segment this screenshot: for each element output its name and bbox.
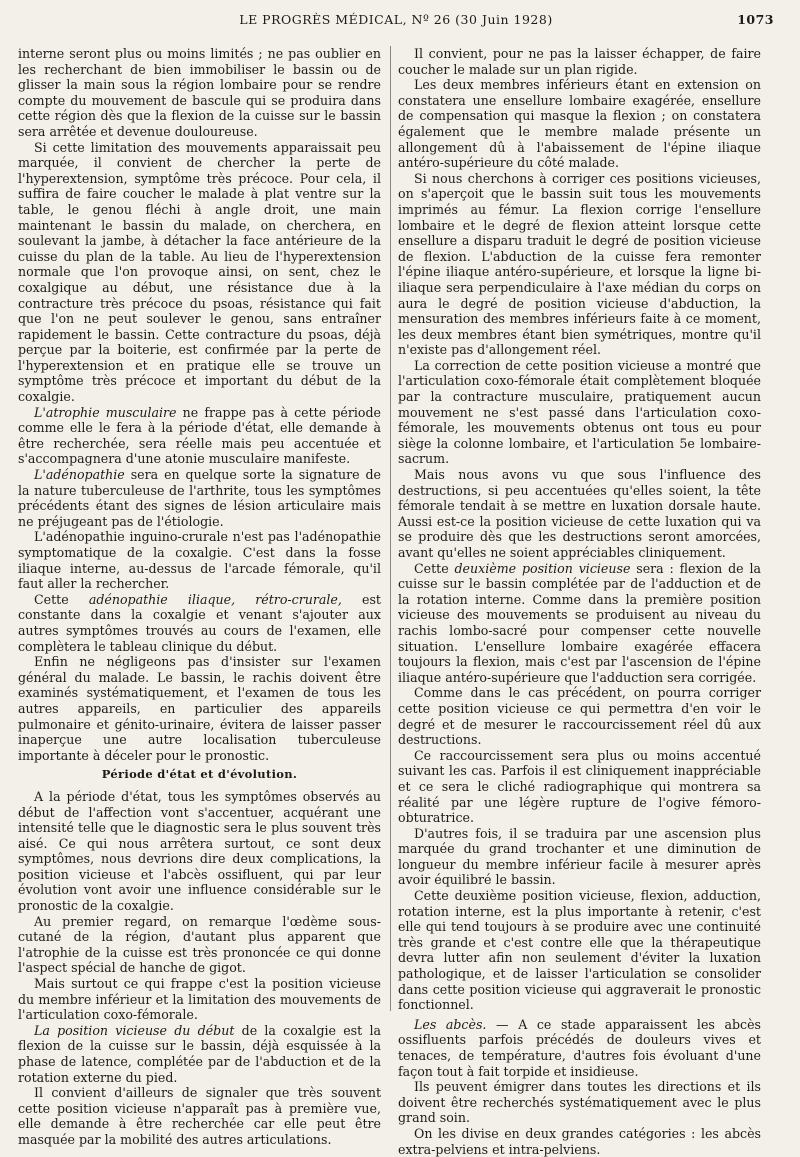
paragraph: On les divise en deux grandes catégories : les abcès extra-pelviens et intra-pelviens. [398, 1125, 761, 1157]
paragraph: Ils peuvent émigrer dans toutes les directions et ils doivent être recherchés systématiquement avec le plus grand soin. [398, 1079, 761, 1126]
paragraph: Mais nous avons vu que sous l'influence des destructions, si peu accentuées qu'elles soient, la tête fémorale tendait à se mettre en luxation dorsale haute. Aussi est-ce la position vicieuse de cette luxation qui va se produire dès que les destructions seront amorcées, avant qu'elles ne soient appréciables cliniquement. [398, 467, 761, 560]
paragraph: Les deux membres inférieurs étant en extension on constatera une ensellure lombaire exagérée, ensellure de compensation qui masque la flexion ; on constatera également que le membre malade présente un allongement dû à l'abaissement de l'épine iliaque antéro-supérieure du côté malade. [398, 77, 761, 171]
journal-title: LE PROGRÈS MÉDICAL, Nº 26 (30 Juin 1928) [239, 12, 553, 27]
paragraph: Il convient d'ailleurs de signaler que très souvent cette position vicieuse n'apparaît pas à première vue, elle demande à être recherchée car elle peut être masquée par la mobilité des autres articulations. [18, 1085, 381, 1147]
paragraph-text: est constante dans la coxalgie et venant s'ajouter aux autres symptômes trouvés au cours de l'examen, elle complètera le tableau clinique du début. [18, 591, 381, 654]
running-header [18, 12, 774, 32]
paragraph-text: Cette [34, 591, 89, 607]
page-number: 1073 [737, 12, 774, 27]
right-column [398, 46, 761, 1157]
paragraph: Il convient, pour ne pas la laisser échapper, de faire coucher le malade sur un plan rigide. [398, 46, 761, 77]
section-heading: Période d'état et d'évolution. [101, 767, 298, 782]
emphasis: L'adénopathie [34, 467, 125, 483]
emphasis: Les abcès. [414, 1016, 487, 1032]
paragraph-text: ne frappe pas à cette période comme elle le fera à la période d'état, elle demande à être recherchée, sera réelle mais peu accentuée et s'accompagnera d'une atonie musculaire manifeste. [18, 404, 381, 467]
emphasis: L'atrophie musculaire [34, 404, 177, 420]
paragraph [398, 561, 761, 686]
paragraph: A la période d'état, tous les symptômes observés au début de l'affection vont s'accentuer, acquérant une intensité telle que le diagnostic sera le plus souvent très aisé. Ce qui nous arrêtera surtout, ce sont deux symptômes, nous devrions dire deux complications, la position vicieuse et l'abcès ossifluent, qui par leur évolution vont avoir une influence considérable sur le pronostic de la coxalgie. [18, 788, 381, 914]
paragraph: Cette deuxième position vicieuse, flexion, adduction, rotation interne, est la plus importante à retenir, c'est elle qui tend toujours à se produire avec une continuité très grande et c'est contre elle que la thérapeutique devra lutter afin non seulement d'éviter la luxation pathologique, et de laisser l'articulation se consolider dans cette position vicieuse qui aggraverait le pronostic fonctionnel. [398, 888, 761, 1013]
emphasis: La position vicieuse du début [34, 1022, 235, 1038]
paragraph [18, 592, 381, 654]
paragraph [398, 1017, 761, 1079]
paragraph-text: — A ce stade apparaissent les abcès ossifluents parfois précédés de douleurs vives et tenaces, de température, d'autres fois évoluant d'une façon tout à fait torpide et insidieuse. [398, 1016, 762, 1079]
paragraph: interne seront plus ou moins limités ; ne pas oublier en les recherchant de bien immobiliser le bassin ou de glisser la main sous la région lombaire pour se rendre compte du mouvement de bascule qui se produira dans cette région dès que la flexion de la cuisse sur le bassin sera arrêtée et devenue douloureuse. [18, 46, 381, 139]
paragraph [18, 1023, 381, 1085]
emphasis: adénopathie iliaque, rétro-crurale, [88, 591, 342, 607]
column-divider [390, 46, 391, 1011]
emphasis: deuxième position vicieuse [454, 560, 631, 576]
paragraph [18, 405, 381, 467]
paragraph: Mais surtout ce qui frappe c'est la position vicieuse du membre inférieur et la limitation des mouvements de l'articulation coxo-fémorale. [18, 976, 381, 1023]
left-column [18, 46, 381, 1148]
paragraph: Si nous cherchons à corriger ces positions vicieuses, on s'aperçoit que le bassin suit tous les mouvements imprimés au fémur. La flexion corrige l'ensellure lombaire et le degré de flexion atteint lorsque cette ensellure a disparu traduit le degré de position vicieuse de flexion. L'abduction de la cuisse fera remonter l'épine iliaque antéro-supérieure, et lorsque la ligne bi-iliaque sera perpendiculaire à l'axe médian du corps on aura le degré de position vicieuse d'abduction, la mensuration des membres inférieurs faite à ce moment, les deux membres étant bien symétriques, montre qu'il n'existe pas d'allongement réel. [398, 170, 761, 358]
paragraph [18, 467, 381, 529]
paragraph: L'adénopathie inguino-crurale n'est pas l'adénopathie symptomatique de la coxalgie. C'est dans la fosse iliaque interne, au-dessus de l'arcade fémorale, qu'il faut aller la rechercher. [18, 529, 381, 592]
paragraph-text: sera en quelque sorte la signature de la nature tuberculeuse de l'arthrite, tous les symptômes précédents étant des signes de lésion articulaire mais ne préjugeant pas de l'étiologie. [18, 467, 381, 529]
paragraph: La correction de cette position vicieuse a montré que l'articulation coxo-fémorale était complètement bloquée par la contracture musculaire, pratiquement aucun mouvement ne s'est passé dans l'articulation coxo-fémorale, les mouvements obtenus ont tous eu pour siège la colonne lombaire, et l'articulation 5e lombaire-sacrum. [398, 357, 761, 467]
paragraph: Au premier regard, on remarque l'œdème sous-cutané de la région, d'autant plus apparent que l'atrophie de la cuisse est très prononcée ce qui donne l'aspect spécial de hanche de gigot. [18, 913, 381, 976]
paragraph: Si cette limitation des mouvements apparaissait peu marquée, il convient de chercher la perte de l'hyperextension, symptôme très précoce. Pour cela, il suffira de faire coucher le malade à plat ventre sur la table, le genou fléchi à angle droit, une main maintenant le bassin du malade, on cherchera, en soulevant la jambe, à détacher la face antérieure de la cuisse du plan de la table. Au lieu de l'hyperextension normale que l'on provoque ainsi, on sent, chez le coxalgique au début, une résistance due à la contracture très précoce du psoas, résistance qui fait que l'on ne peut soulever le genou, sans entraîner rapidement le bassin. Cette contracture du psoas, déjà perçue par la boiterie, est confirmée par la perte de l'hyperextension et en pratique elle se trouve un symptôme très précoce et important du début de la coxalgie. [18, 139, 381, 405]
paragraph: Ce raccourcissement sera plus ou moins accentué suivant les cas. Parfois il est cliniquement inappréciable et ce sera le cliché radiographique qui montrera sa réalité par une légère rupture de l'ogive fémoro-obturatrice. [398, 747, 761, 826]
paragraph: Enfin ne négligeons pas d'insister sur l'examen général du malade. Le bassin, le rachis doivent être examinés systématiquement, et l'examen de tous les autres appareils, en particulier des appareils pulmonaire et génito-urinaire, évitera de laisser passer inaperçue une autre localisation tuberculeuse importante à déceler pour le pronostic. [18, 654, 381, 763]
paragraph: Comme dans le cas précédent, on pourra corriger cette position vicieuse ce qui permettra d'en voir le degré et de mesurer le raccourcissement réel dû aux destructions. [398, 685, 761, 748]
paragraph-text: Cette [414, 560, 455, 576]
paragraph-text: sera : flexion de la cuisse sur le bassin complétée par de l'adduction et de la rotation interne. Comme dans la première position vicieuse des mouvements se produisent au niveau du rachis lombo-sacré pour compenser cette nouvelle situation. L'ensellure lombaire exagérée effacera toujours la flexion, mais c'est par l'ascension de l'épine iliaque antéro-supérieure que l'adduction sera corrigée. [398, 560, 761, 685]
paragraph: D'autres fois, il se traduira par une ascension plus marquée du grand trochanter et une diminution de longueur du membre inférieur facile à mesurer après avoir équilibré le bassin. [398, 825, 761, 888]
paragraph-text: de la coxalgie est la flexion de la cuisse sur le bassin, déjà esquissée à la phase de latence, complétée par de l'abduction et de la rotation externe du pied. [18, 1022, 381, 1085]
